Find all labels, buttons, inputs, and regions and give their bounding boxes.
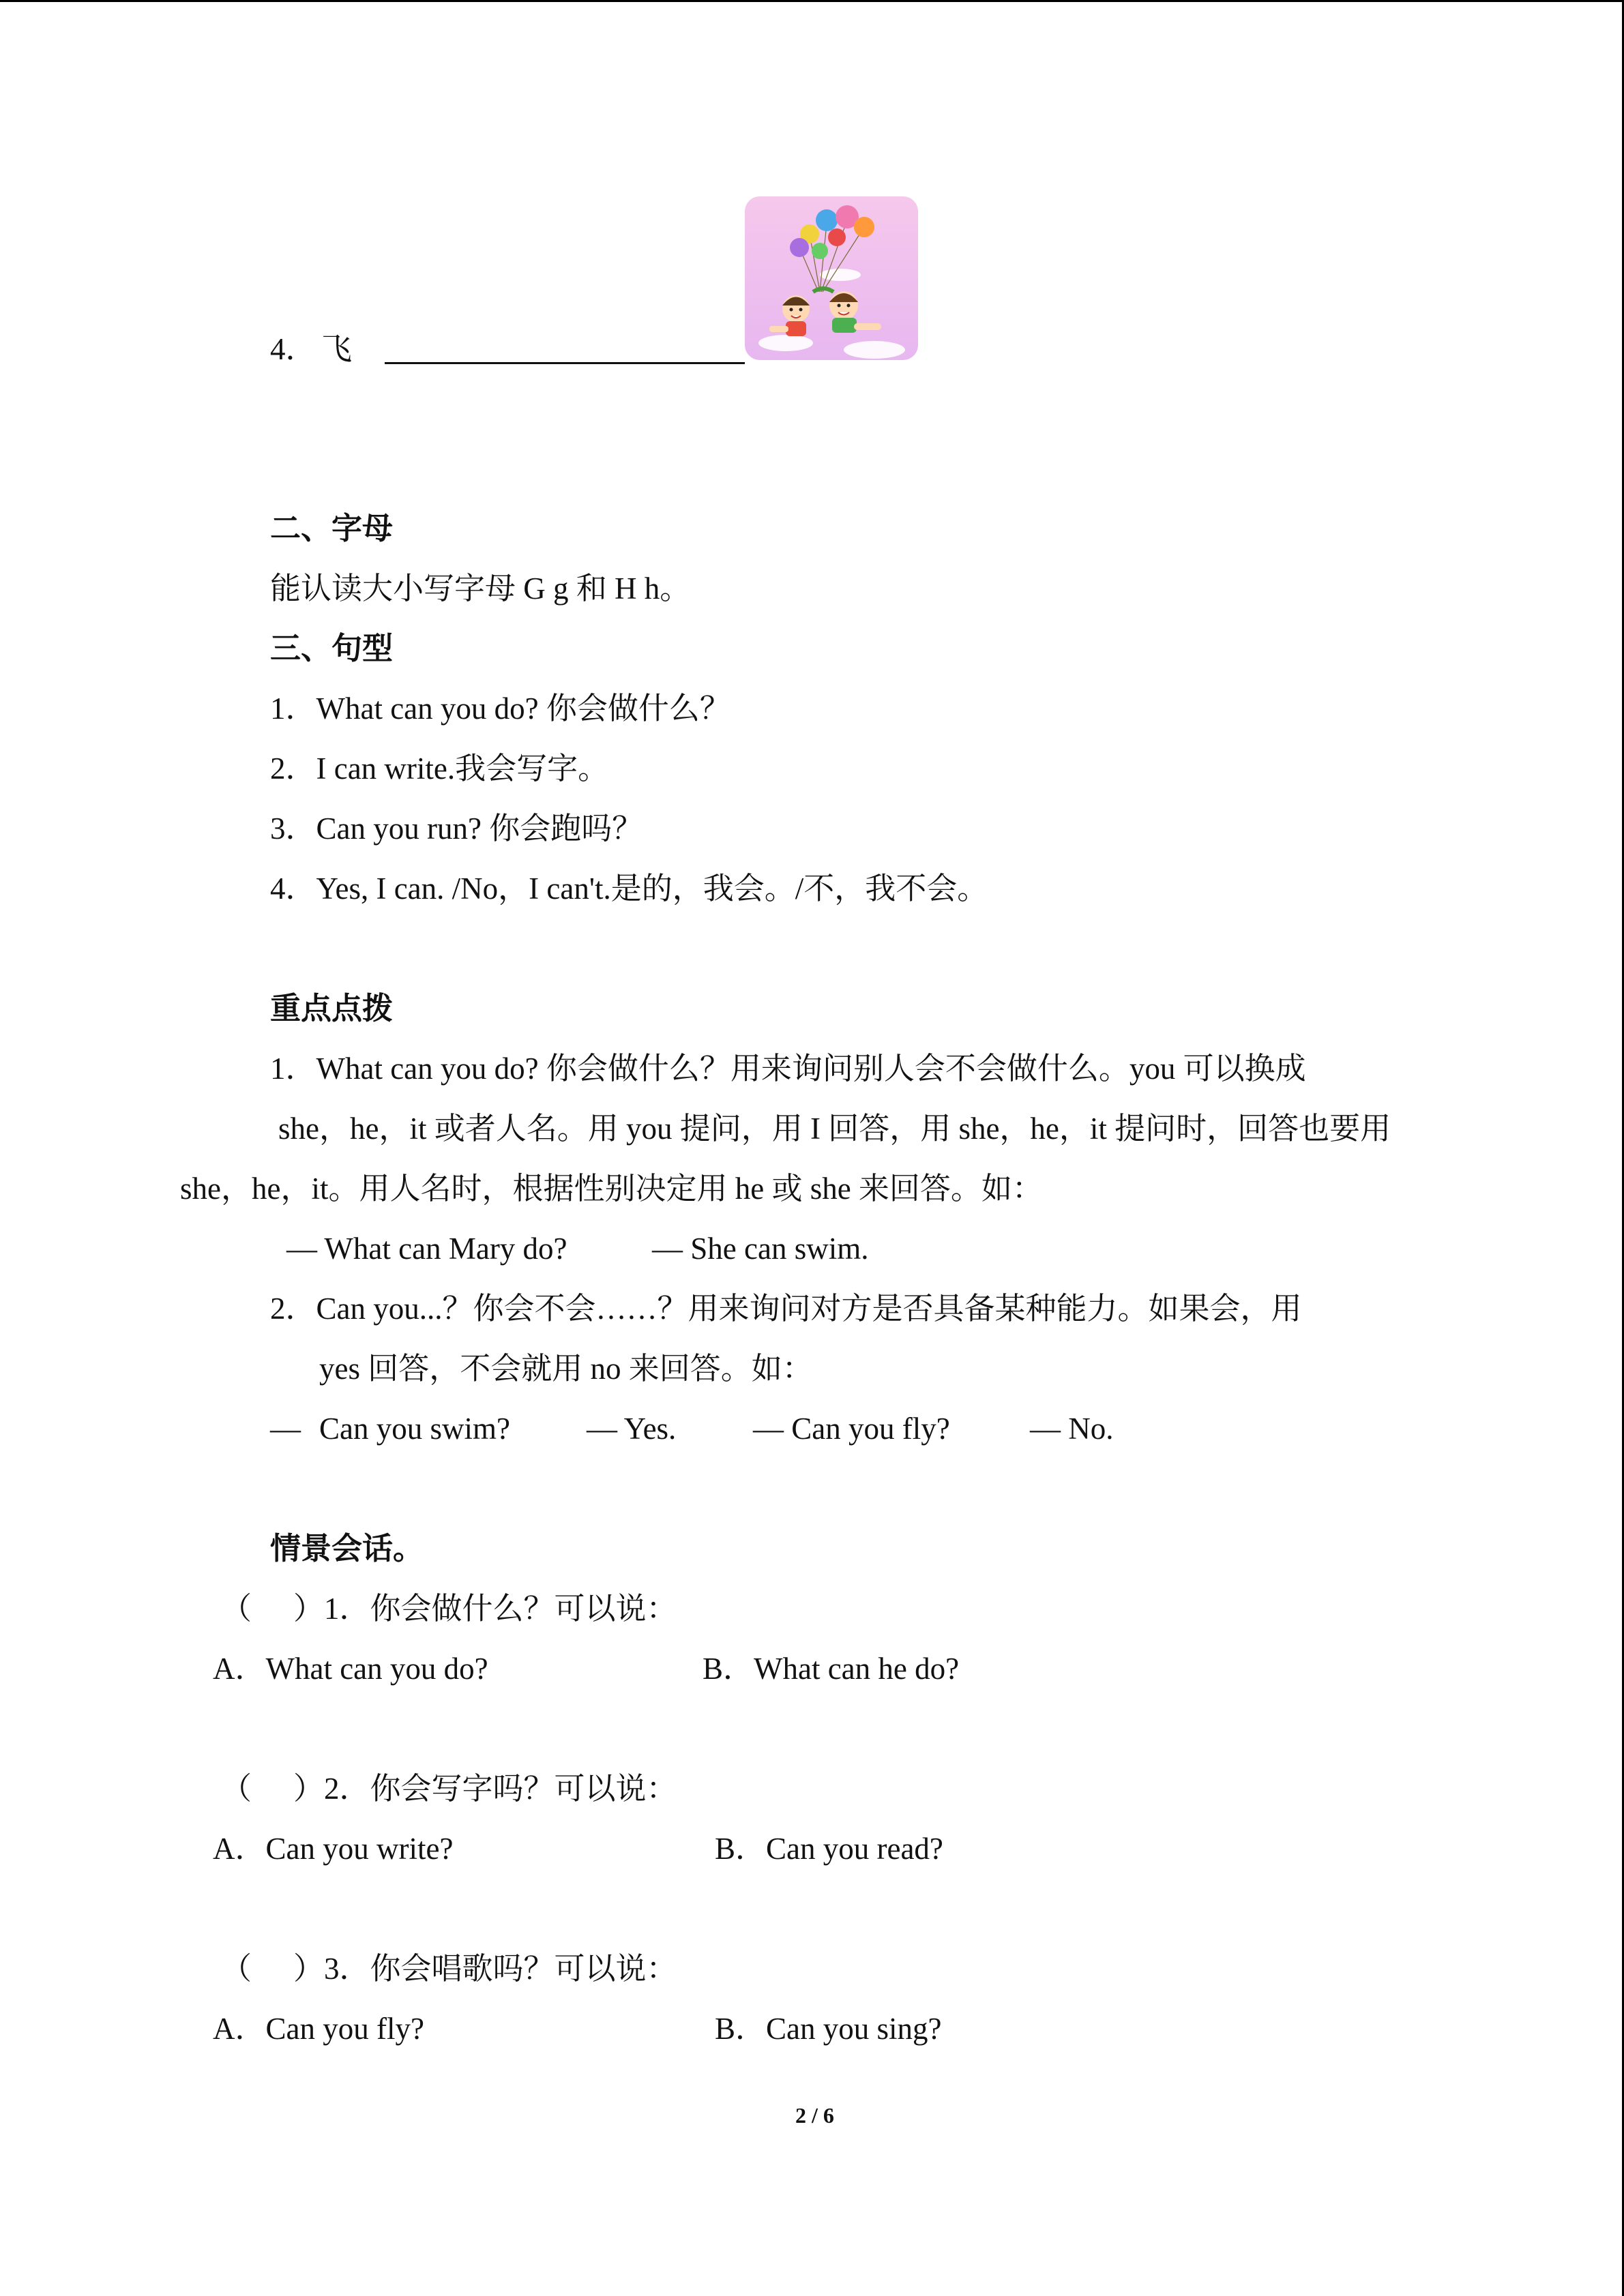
- vocab-word: 飞: [321, 332, 353, 366]
- dialogue-heading: 情景会话。: [270, 1532, 424, 1566]
- example-line: —: [270, 1412, 301, 1446]
- example-line: Can you swim?: [319, 1412, 510, 1446]
- option-b: B．Can you read?: [715, 1832, 943, 1866]
- question-3: ）3．你会唱歌吗？可以说：: [293, 1952, 677, 1986]
- section3-heading: 三、句型: [270, 631, 394, 666]
- option-a: A．Can you fly?: [213, 2012, 424, 2046]
- option-a: A．Can you write?: [213, 1832, 454, 1866]
- sentence-item: 3．Can you run? 你会跑吗？: [270, 811, 643, 846]
- keypoint-line: she，he，it。用人名时，根据性别决定用 he 或 she 来回答。如：: [180, 1172, 1043, 1206]
- answer-blank[interactable]: [385, 362, 745, 364]
- sentence-item: 4．Yes, I can. /No，I can't.是的，我会。/不，我不会。: [270, 871, 988, 906]
- answer-paren-2[interactable]: （: [221, 1772, 252, 1806]
- option-a: A．What can you do?: [213, 1652, 488, 1686]
- page-number: 2 / 6: [795, 2103, 834, 2128]
- keypoint-line: yes 回答，不会就用 no 来回答。如：: [319, 1352, 813, 1386]
- keypoint-line: 1．What can you do? 你会做什么？用来询问别人会不会做什么。you 可以换成: [270, 1052, 1306, 1086]
- question-2: ）2．你会写字吗？可以说：: [293, 1772, 677, 1806]
- sentence-item: 1．What can you do? 你会做什么？: [270, 691, 730, 726]
- option-b: B．Can you sing?: [715, 2012, 942, 2046]
- keypoints-heading: 重点点拨: [270, 992, 394, 1026]
- section2-heading: 二、字母: [270, 511, 394, 546]
- flying-kids-illustration: [745, 196, 918, 360]
- section2-body: 能认读大小写字母 G g 和 H h。: [270, 571, 691, 606]
- example-line: — Yes.: [587, 1412, 677, 1446]
- option-b: B．What can he do?: [703, 1652, 960, 1686]
- vocab-number: 4．: [270, 332, 316, 366]
- answer-paren-1[interactable]: （: [221, 1592, 252, 1626]
- sentence-item: 2．I can write.我会写字。: [270, 751, 609, 786]
- keypoint-line: she，he，it 或者人名。用 you 提问，用 I 回答，用 she，he，it 提问时，回答也要用: [278, 1112, 1391, 1146]
- keypoint-line: 2．Can you...？你会不会……？用来询问对方是否具备某种能力。如果会，用: [270, 1292, 1302, 1326]
- example-line: — Can you fly?: [753, 1412, 950, 1446]
- example-line: — She can swim.: [652, 1232, 869, 1266]
- answer-paren-3[interactable]: （: [221, 1952, 252, 1986]
- example-line: — What can Mary do?: [286, 1232, 567, 1266]
- example-line: — No.: [1030, 1412, 1114, 1446]
- question-1: ）1．你会做什么？可以说：: [293, 1592, 677, 1626]
